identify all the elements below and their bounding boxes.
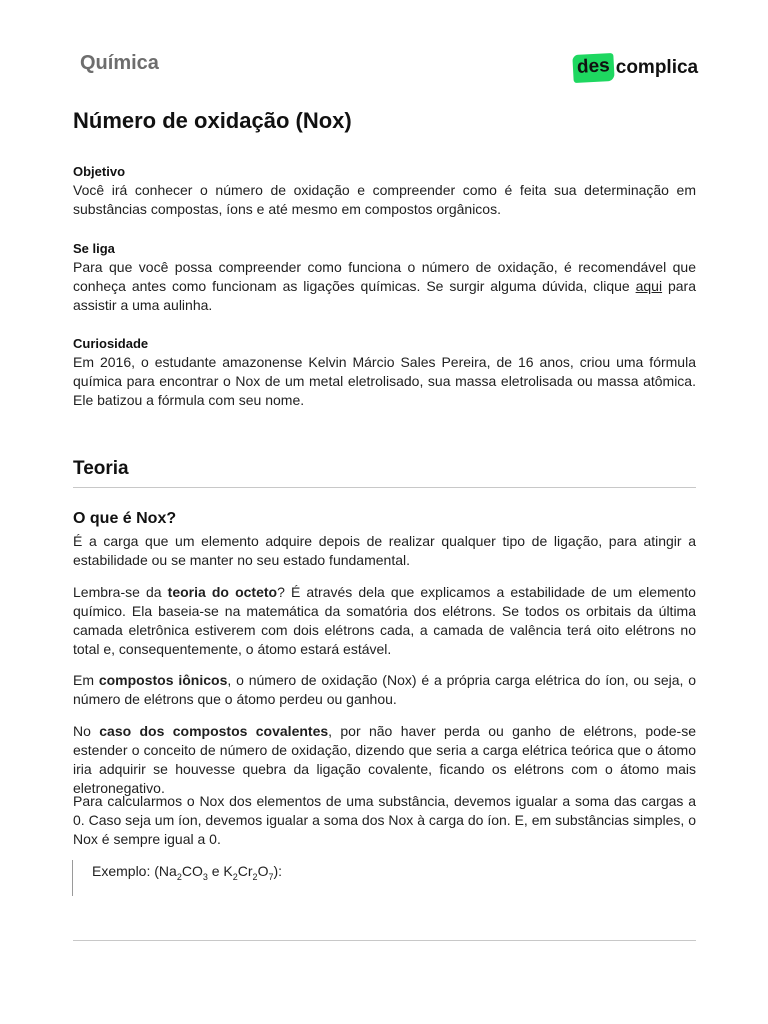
example-text: O <box>257 863 269 879</box>
objetivo-section <box>73 162 696 219</box>
se-liga-section <box>73 239 696 315</box>
logo-text: complica <box>615 57 699 78</box>
teoria-paragraph-3 <box>73 671 696 709</box>
curiosidade-text: Em 2016, o estudante amazonense Kelvin Márcio Sales Pereira, de 16 anos, criou uma fórmula química para encontrar o Nox de um metal eletrolisado, sua massa eletrolisada ou massa atômica. Ele batizou a fórmula com seu nome. <box>73 354 696 408</box>
example-text: Cr <box>237 863 253 879</box>
example-sub: 2 <box>252 871 258 882</box>
example-suffix: ): <box>273 863 283 879</box>
curiosidade-heading: Curiosidade <box>73 336 149 351</box>
teoria-paragraph-4 <box>73 722 696 798</box>
o-que-e-nox-heading: O que é Nox? <box>73 510 177 527</box>
se-liga-text-before: Para que você possa compreender como funciona o número de oxidação, é recomendável que conheça antes como funcionam as ligações químicas. Se surgir alguma dúvida, clique <box>73 259 696 294</box>
p3-bold: compostos iônicos <box>98 672 228 688</box>
p2-after: ? É através dela que explicamos a estabilidade de um elemento químico. Ela baseia-se na matemática da somatória dos elétrons. Se todos os orbitais da última camada eletrônica estiverem com dois elétrons cada, a camada de valência terá oito elétrons no total e, consequentemente, o átomo estará estável. <box>73 584 696 657</box>
objetivo-text: Você irá conhecer o número de oxidação e compreender como é feita sua determinação em substâncias compostas, íons e até mesmo em compostos orgânicos. <box>73 182 696 217</box>
teoria-paragraph-5: Para calcularmos o Nox dos elementos de uma substância, devemos igualar a soma das cargas a 0. Caso seja um íon, devemos igualar a soma dos Nox à carga do íon. E, em substâncias simples, o Nox é sempre igual a 0. <box>73 793 696 847</box>
example-sub: 7 <box>268 871 274 882</box>
se-liga-text-after: para assistir a uma aulinha. <box>73 278 696 313</box>
page-title: Número de oxidação (Nox) <box>73 108 352 133</box>
objetivo-heading: Objetivo <box>73 164 126 179</box>
p4-before: No <box>73 723 100 739</box>
teoria-paragraph-2 <box>73 583 696 659</box>
se-liga-text <box>73 258 696 315</box>
p3-before: Em <box>73 672 99 688</box>
example-text: CO <box>181 863 203 879</box>
p2-before: Lembra-se da <box>73 584 168 600</box>
curiosidade-section <box>73 334 696 410</box>
example-text: e K <box>207 863 233 879</box>
p2-bold: teoria do octeto <box>167 584 278 600</box>
teoria-paragraph-1: É a carga que um elemento adquire depois de realizar qualquer tipo de ligação, para atingir a estabilidade ou se manter no seu estado fundamental. <box>73 533 696 568</box>
se-liga-heading: Se liga <box>73 241 115 256</box>
p4-after: , por não haver perda ou ganho de elétrons, pode-se estender o conceito de número de oxidação, dizendo que seria a carga elétrica teórica que o átomo iria adquirir se houvesse quebra da ligação covalente, ficando os elétrons com o átomo mais eletronegativo. <box>73 723 696 796</box>
example-sub: 2 <box>232 871 238 882</box>
bottom-divider <box>73 940 696 941</box>
teoria-heading: Teoria <box>73 458 696 488</box>
logo-badge: des <box>572 53 614 83</box>
p4-bold: caso dos compostos covalentes <box>99 723 329 739</box>
example-prefix: Exemplo: (Na <box>92 863 177 879</box>
aqui-link[interactable]: aqui <box>635 278 663 294</box>
subject-label: Química <box>80 52 159 74</box>
descomplica-logo[interactable] <box>573 52 698 84</box>
example-blockquote <box>72 860 492 896</box>
example-sub: 3 <box>202 871 208 882</box>
p3-after: , o número de oxidação (Nox) é a própria carga elétrica do íon, ou seja, o número de elétrons que o átomo perdeu ou ganhou. <box>73 672 697 707</box>
example-sub: 2 <box>176 871 182 882</box>
